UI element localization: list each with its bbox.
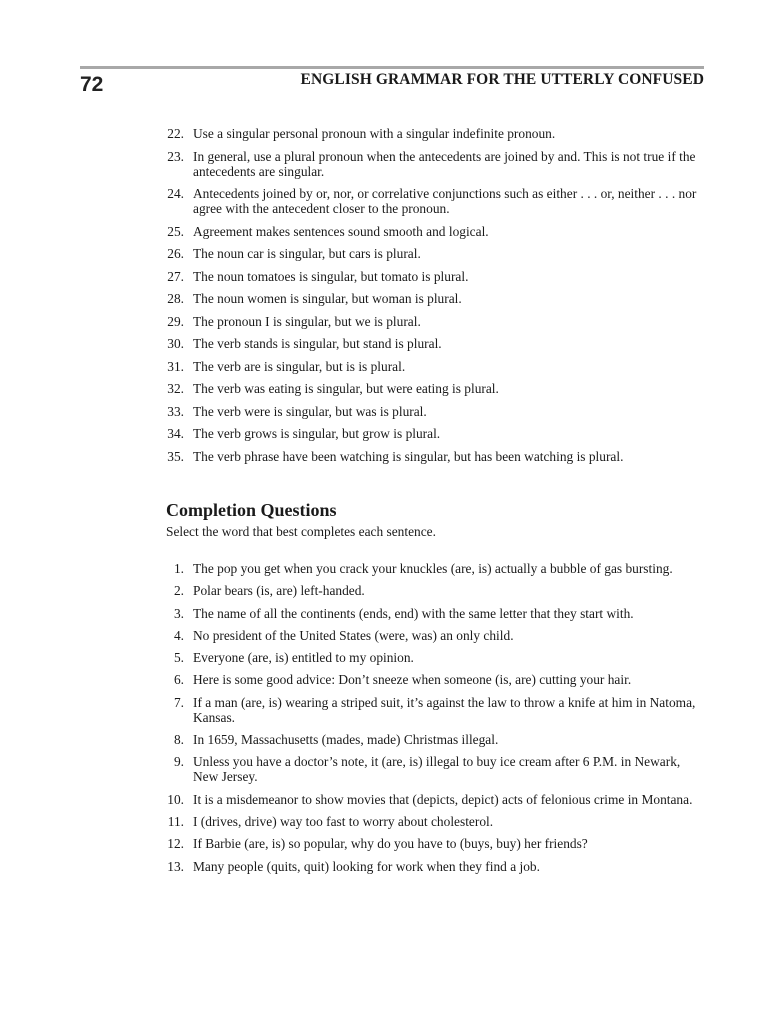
list-item [160, 650, 705, 665]
item-number: 34. [167, 426, 184, 441]
item-number: 32. [167, 381, 184, 396]
list-item [160, 381, 705, 396]
list-item [160, 126, 705, 141]
item-number: 22. [167, 126, 184, 141]
review-answers-list [160, 126, 705, 471]
item-text: Antecedents joined by or, nor, or correlative conjunctions such as either . . . or, neither . . . nor agree with the antecedent closer to the pronoun. [193, 186, 697, 216]
item-text: I (drives, drive) way too fast to worry about cholesterol. [193, 813, 494, 829]
list-item [160, 561, 705, 576]
item-text: The verb phrase have been watching is singular, but has been watching is plural. [193, 448, 624, 464]
item-text: The noun tomatoes is singular, but tomato is plural. [193, 268, 469, 284]
item-text: Everyone (are, is) entitled to my opinion. [193, 650, 414, 666]
item-text: The noun car is singular, but cars is plural. [193, 246, 421, 261]
item-number: 28. [167, 291, 184, 306]
item-text: The pop you get when you crack your knuckles (are, is) actually a bubble of gas bursting. [193, 561, 673, 576]
list-item [160, 426, 705, 441]
item-number: 33. [167, 403, 184, 419]
item-number: 35. [167, 448, 184, 464]
item-number: 30. [167, 336, 184, 351]
section-instructions: Select the word that best completes each sentence. [166, 524, 436, 539]
completion-questions-list [160, 561, 705, 881]
item-number: 24. [167, 186, 184, 201]
item-number: 25. [167, 223, 184, 239]
list-item [160, 836, 705, 851]
list-item [160, 359, 705, 374]
item-number: 29. [167, 313, 184, 329]
list-item [160, 695, 705, 725]
item-number: 3. [173, 605, 184, 621]
item-text: Use a singular personal pronoun with a singular indefinite pronoun. [193, 126, 556, 141]
item-text: The verb was eating is singular, but were eating is plural. [193, 381, 499, 396]
list-item [160, 224, 705, 239]
item-number: 23. [167, 148, 184, 164]
list-item [160, 336, 705, 351]
list-item [160, 404, 705, 419]
item-text: Agreement makes sentences sound smooth and logical. [193, 223, 489, 239]
list-item [160, 149, 705, 179]
item-number: 6. [173, 672, 184, 688]
item-number: 10. [167, 791, 184, 807]
item-text: No president of the United States (were, was) an only child. [193, 627, 514, 643]
list-item [160, 859, 705, 874]
list-item [160, 754, 705, 784]
list-item [160, 672, 705, 687]
item-text: If a man (are, is) wearing a striped suit, it’s against the law to throw a knife at him in Natoma, Kansas. [193, 694, 696, 725]
item-number: 1. [173, 561, 184, 576]
item-text: In general, use a plural pronoun when the antecedents are joined by and. This is not true if the antecedents are singular. [193, 148, 696, 179]
item-text: Here is some good advice: Don’t sneeze when someone (is, are) cutting your hair. [193, 672, 632, 688]
item-number: 9. [173, 754, 184, 770]
item-number: 11. [167, 813, 184, 829]
item-number: 31. [167, 358, 184, 374]
item-number: 4. [173, 627, 184, 643]
item-number: 26. [167, 246, 184, 261]
item-text: The verb are is singular, but is is plural. [193, 358, 406, 374]
list-item [160, 246, 705, 261]
list-item [160, 291, 705, 306]
list-item [160, 628, 705, 643]
item-text: If Barbie (are, is) so popular, why do you have to (buys, buy) her friends? [193, 836, 588, 852]
running-head: ENGLISH GRAMMAR FOR THE UTTERLY CONFUSED [300, 71, 704, 88]
item-number: 12. [167, 836, 184, 852]
item-number: 7. [173, 694, 184, 710]
item-text: Unless you have a doctor’s note, it (are, is) illegal to buy ice cream after 6 P.M. in Newark, New Jersey. [193, 754, 681, 785]
section-heading: Completion Questions [166, 500, 337, 520]
list-item [160, 606, 705, 621]
item-text: The noun women is singular, but woman is plural. [193, 291, 462, 306]
item-number: 2. [173, 583, 184, 599]
list-item [160, 449, 705, 464]
item-text: The verb stands is singular, but stand is plural. [193, 336, 442, 351]
list-item [160, 186, 705, 216]
item-text: The verb were is singular, but was is plural. [193, 403, 427, 419]
page-number: 72 [80, 73, 104, 96]
item-number: 8. [173, 732, 184, 748]
list-item [160, 814, 705, 829]
header-rule [80, 66, 704, 69]
item-text: The name of all the continents (ends, end) with the same letter that they start with. [193, 605, 634, 621]
item-text: In 1659, Massachusetts (mades, made) Christmas illegal. [193, 732, 499, 748]
list-item [160, 269, 705, 284]
list-item [160, 732, 705, 747]
item-text: The verb grows is singular, but grow is plural. [193, 426, 441, 441]
item-number: 13. [167, 858, 184, 874]
item-text: It is a misdemeanor to show movies that (depicts, depict) acts of felonious crime in Montana. [193, 791, 693, 807]
item-text: The pronoun I is singular, but we is plural. [193, 313, 421, 329]
list-item [160, 583, 705, 598]
item-number: 27. [167, 268, 184, 284]
item-number: 5. [173, 650, 184, 666]
item-text: Polar bears (is, are) left-handed. [193, 583, 365, 599]
item-text: Many people (quits, quit) looking for work when they find a job. [193, 858, 540, 874]
list-item [160, 792, 705, 807]
list-item [160, 314, 705, 329]
